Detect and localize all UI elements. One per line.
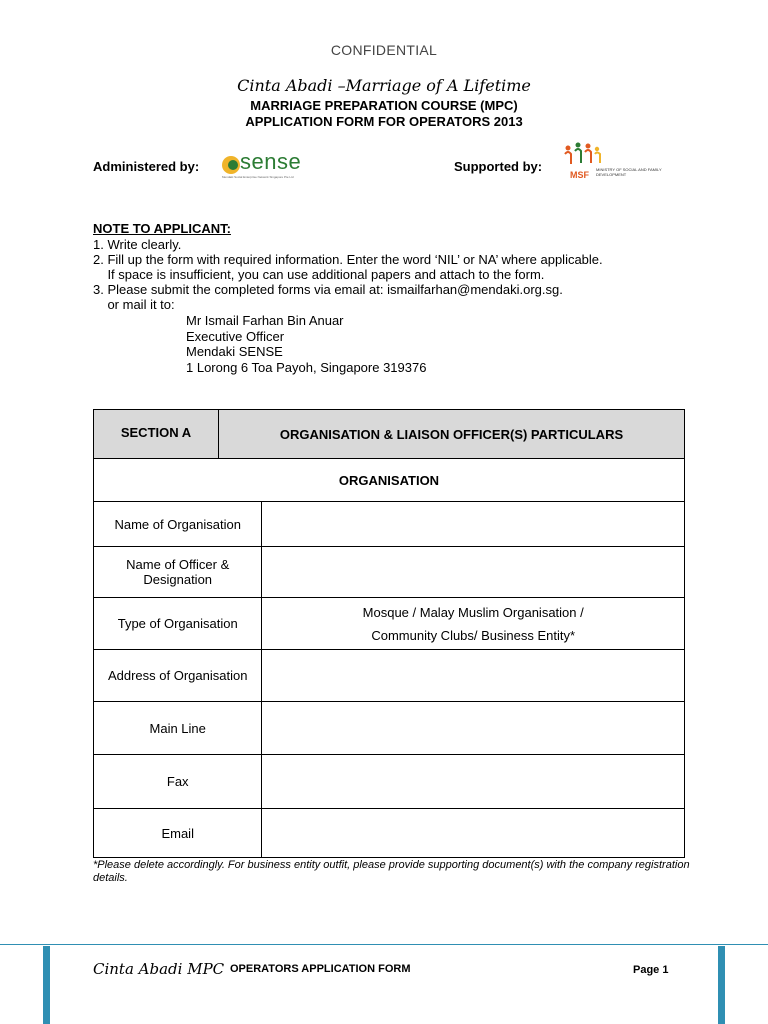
field-value-email[interactable] xyxy=(262,809,685,858)
organisation-subheading: ORGANISATION xyxy=(94,459,685,502)
page-number: Page 1 xyxy=(633,964,669,976)
form-title: APPLICATION FORM FOR OPERATORS 2013 xyxy=(245,114,523,129)
section-a-table xyxy=(93,409,685,858)
footnote: *Please delete accordingly. For business entity outfit, please provide supporting document(s) with the company registration details. xyxy=(93,859,690,884)
course-title: MARRIAGE PREPARATION COURSE (MPC) xyxy=(250,98,518,113)
note-line: If space is insufficient, you can use additional papers and attach to the form. xyxy=(93,267,545,282)
footer-left-bar xyxy=(43,946,50,1024)
table-row xyxy=(94,809,685,858)
field-label-main-line: Main Line xyxy=(94,702,262,755)
address-line: Mendaki SENSE xyxy=(186,344,283,359)
table-row xyxy=(94,502,685,547)
administered-by-label: Administered by: xyxy=(93,159,200,174)
sense-logo-mark-icon xyxy=(220,154,242,176)
note-line: 1. Write clearly. xyxy=(93,237,182,252)
msf-abbreviation: MSF xyxy=(570,170,589,180)
sense-logo-subtext: Mendaki Social Enterprise Network Singapore Pte Ltd xyxy=(222,175,294,179)
field-label-fax: Fax xyxy=(94,755,262,809)
document-script-title: Cinta Abadi –Marriage of A Lifetime xyxy=(237,76,531,95)
address-line: 1 Lorong 6 Toa Payoh, Singapore 319376 xyxy=(186,360,427,375)
field-label-email: Email xyxy=(94,809,262,858)
confidential-label: CONFIDENTIAL xyxy=(330,42,438,58)
note-line: or mail it to: xyxy=(93,297,175,312)
note-line: 2. Fill up the form with required information. Enter the word ‘NIL’ or NA’ where applicable. xyxy=(93,252,603,267)
section-title: ORGANISATION & LIAISON OFFICER(S) PARTICULARS xyxy=(219,410,685,459)
msf-full-name: MINISTRY OF SOCIAL AND FAMILY DEVELOPMENT xyxy=(596,167,662,177)
table-row xyxy=(94,547,685,598)
table-row xyxy=(94,650,685,702)
msf-logo xyxy=(562,140,672,185)
msf-people-icon xyxy=(562,140,602,170)
address-line: Executive Officer xyxy=(186,329,285,344)
note-line: 3. Please submit the completed forms via email at: ismailfarhan@mendaki.org.sg. xyxy=(93,282,563,297)
footer-right-bar xyxy=(718,946,725,1024)
section-label: SECTION A xyxy=(94,410,219,459)
field-value-main-line[interactable] xyxy=(262,702,685,755)
section-header-row xyxy=(94,410,685,459)
field-label-address-of-organisation: Address of Organisation xyxy=(94,650,262,702)
address-line: Mr Ismail Farhan Bin Anuar xyxy=(186,313,344,328)
field-value-type-of-organisation[interactable]: Mosque / Malay Muslim Organisation / Community Clubs/ Business Entity* xyxy=(262,598,685,650)
note-title: NOTE TO APPLICANT: xyxy=(93,221,231,236)
sense-logo xyxy=(220,149,312,180)
field-value-fax[interactable] xyxy=(262,755,685,809)
field-value-address-of-organisation[interactable] xyxy=(262,650,685,702)
field-label-type-of-organisation: Type of Organisation xyxy=(94,598,262,650)
footer-form-label: OPERATORS APPLICATION FORM xyxy=(230,963,411,975)
field-value-name-of-organisation[interactable] xyxy=(262,502,685,547)
field-value-name-of-officer[interactable] xyxy=(262,547,685,598)
supported-by-label: Supported by: xyxy=(454,159,543,174)
subheading-row xyxy=(94,459,685,502)
table-row xyxy=(94,702,685,755)
table-row xyxy=(94,598,685,650)
footer-script-title: Cinta Abadi MPC xyxy=(93,960,225,978)
footer-divider xyxy=(0,944,768,945)
sense-logo-text: sense xyxy=(240,149,302,174)
field-label-name-of-officer: Name of Officer & Designation xyxy=(94,547,262,598)
field-label-name-of-organisation: Name of Organisation xyxy=(94,502,262,547)
table-row xyxy=(94,755,685,809)
